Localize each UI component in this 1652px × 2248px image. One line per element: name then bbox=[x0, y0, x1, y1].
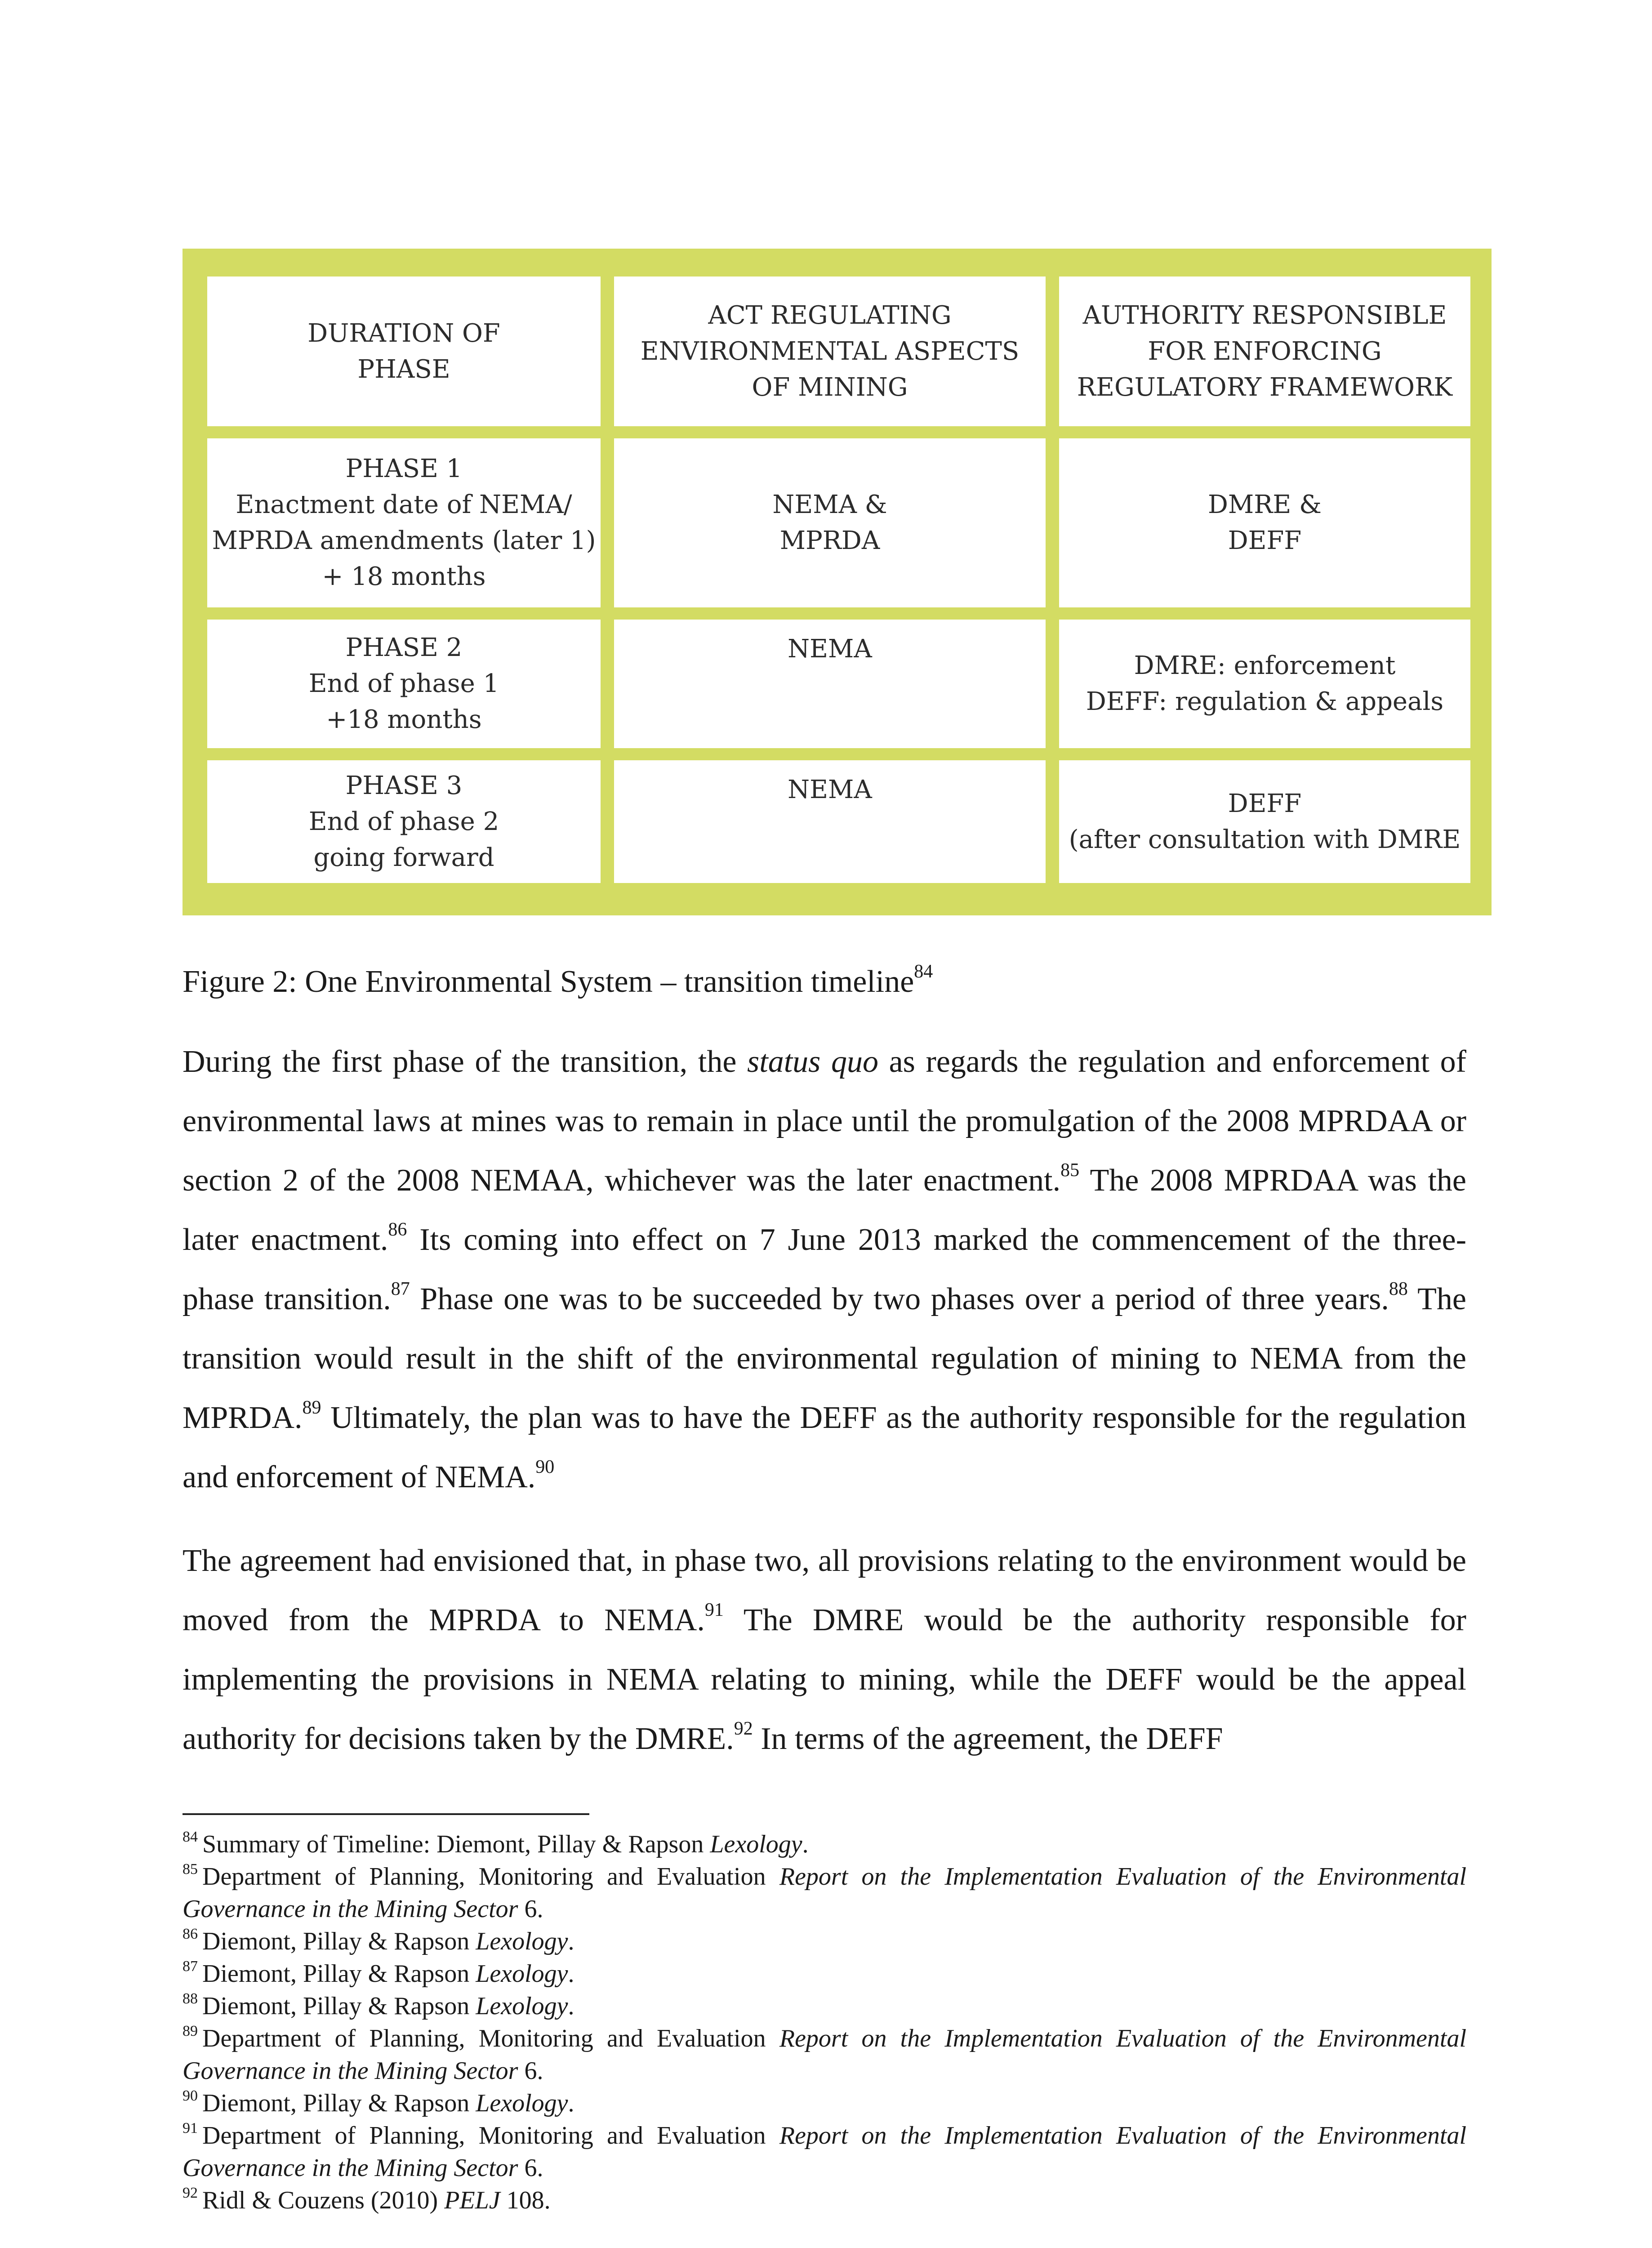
para-2-text: The agreement had envisioned that, in phase two, all provisions relating to the environment would be moved from the MPRDA to NEMA. bbox=[183, 1543, 1466, 1637]
para-1-text: Ultimately, the plan was to have the DEFF as the authority responsible for the regulation and enforcement of NEMA. bbox=[183, 1401, 1466, 1494]
caption-text: Figure 2: One Environmental System – transition timeline bbox=[183, 964, 914, 999]
footnote-text: Department of Planning, Monitoring and Evaluation bbox=[202, 1863, 779, 1891]
footnote-text: Department of Planning, Monitoring and Evaluation bbox=[202, 2025, 779, 2052]
footnote-number: 84 bbox=[183, 1829, 198, 1846]
footnotes bbox=[183, 1828, 1466, 2217]
para-1-text: as regards the regulation and enforcement of environmental laws at mines was to remain in place until the promulgation of the 2008 MPRDAA or section 2 of the 2008 NEMAA, whichever was the later enactment. bbox=[183, 1044, 1466, 1198]
phase-2-duration: PHASE 2 End of phase 1 +18 months bbox=[207, 620, 601, 748]
footnote-text: Diemont, Pillay & Rapson bbox=[202, 1960, 476, 1988]
footnote-ref-89[interactable]: 89 bbox=[302, 1397, 321, 1418]
footnote-ref-85[interactable]: 85 bbox=[1060, 1160, 1080, 1181]
body-paragraph-1 bbox=[183, 1032, 1466, 1507]
footnote-ref-84[interactable]: 84 bbox=[914, 961, 933, 982]
phase-2-act: NEMA bbox=[614, 620, 1046, 748]
phase-1-duration: PHASE 1 Enactment date of NEMA/ MPRDA amendments (later 1) + 18 months bbox=[207, 438, 601, 607]
footnote-91 bbox=[183, 2119, 1466, 2184]
para-1-text: Phase one was to be succeeded by two phases over a period of three years. bbox=[410, 1282, 1389, 1316]
footnote-suffix: 6. bbox=[518, 1895, 543, 1923]
footnote-suffix: . bbox=[568, 1992, 574, 2020]
footnote-title: Lexology bbox=[710, 1830, 802, 1858]
footnote-suffix: . bbox=[802, 1830, 809, 1858]
para-2-text: In terms of the agreement, the DEFF bbox=[753, 1722, 1223, 1756]
para-1-text: During the first phase of the transition, the bbox=[183, 1044, 748, 1079]
para-1-text: The 2008 MPRDAA was the later enactment. bbox=[183, 1163, 1466, 1257]
phase-1-authority: DMRE & DEFF bbox=[1059, 438, 1470, 607]
footnote-suffix: . bbox=[568, 1960, 574, 1988]
footnote-divider bbox=[183, 1813, 589, 1815]
phase-3-act: NEMA bbox=[614, 760, 1046, 883]
footnote-number: 90 bbox=[183, 2087, 198, 2105]
footnote-title: PELJ bbox=[444, 2186, 500, 2214]
footnote-title: Lexology bbox=[476, 1992, 568, 2020]
footnote-ref-88[interactable]: 88 bbox=[1389, 1278, 1408, 1299]
footnote-suffix: 6. bbox=[518, 2057, 543, 2085]
para-1-italic: status quo bbox=[747, 1044, 878, 1079]
footnote-number: 85 bbox=[183, 1861, 198, 1878]
footnote-title: Lexology bbox=[476, 2089, 568, 2117]
footnote-text: Ridl & Couzens (2010) bbox=[202, 2186, 445, 2214]
footnote-suffix: 6. bbox=[518, 2154, 543, 2182]
footnote-title: Report on the Implementation Evaluation of the Environmental Governance in the Mining Sector bbox=[183, 2025, 1467, 2085]
footnote-suffix: . bbox=[568, 2089, 574, 2117]
footnote-number: 88 bbox=[183, 1990, 198, 2007]
footnote-text: Diemont, Pillay & Rapson bbox=[202, 1927, 476, 1955]
footnote-suffix: 108. bbox=[500, 2186, 551, 2214]
footnote-title: Lexology bbox=[476, 1960, 568, 1988]
footnote-87 bbox=[183, 1958, 1466, 1990]
footnote-number: 91 bbox=[183, 2120, 198, 2137]
footnote-ref-92[interactable]: 92 bbox=[734, 1718, 753, 1739]
transition-timeline-figure bbox=[183, 249, 1492, 915]
footnote-text: Diemont, Pillay & Rapson bbox=[202, 2089, 476, 2117]
phase-2-authority: DMRE: enforcement DEFF: regulation & appeals bbox=[1059, 620, 1470, 748]
footnote-90 bbox=[183, 2087, 1466, 2119]
header-act-regulating: ACT REGULATING ENVIRONMENTAL ASPECTS OF MINING bbox=[614, 277, 1046, 426]
phase-3-authority: DEFF (after consultation with DMRE bbox=[1059, 760, 1470, 883]
footnote-title: Report on the Implementation Evaluation of the Environmental Governance in the Mining Sector bbox=[183, 2122, 1467, 2182]
body-paragraph-2 bbox=[183, 1531, 1466, 1769]
footnote-number: 86 bbox=[183, 1926, 198, 1943]
footnote-text: Department of Planning, Monitoring and Evaluation bbox=[202, 2122, 779, 2150]
footnote-ref-87[interactable]: 87 bbox=[391, 1278, 410, 1299]
footnote-number: 87 bbox=[183, 1958, 198, 1975]
para-1-text: Its coming into effect on 7 June 2013 marked the commencement of the three-phase transition. bbox=[183, 1222, 1467, 1316]
footnote-85 bbox=[183, 1860, 1466, 1925]
footnote-86 bbox=[183, 1925, 1466, 1958]
header-authority-responsible: AUTHORITY RESPONSIBLE FOR ENFORCING REGULATORY FRAMEWORK bbox=[1059, 277, 1470, 426]
footnote-text: Summary of Timeline: Diemont, Pillay & Rapson bbox=[202, 1830, 710, 1858]
header-duration-of-phase: DURATION OF PHASE bbox=[207, 277, 601, 426]
footnote-title: Lexology bbox=[476, 1927, 568, 1955]
footnote-suffix: . bbox=[568, 1927, 574, 1955]
footnote-ref-90[interactable]: 90 bbox=[535, 1456, 555, 1477]
footnote-88 bbox=[183, 1990, 1466, 2022]
footnote-number: 89 bbox=[183, 2023, 198, 2040]
footnote-84 bbox=[183, 1828, 1466, 1860]
para-2-text: The DMRE would be the authority responsible for implementing the provisions in NEMA relating to mining, while the DEFF would be the appeal authority for decisions taken by the DMRE. bbox=[183, 1603, 1466, 1756]
footnote-92 bbox=[183, 2184, 1466, 2217]
footnote-title: Report on the Implementation Evaluation of the Environmental Governance in the Mining Sector bbox=[183, 1863, 1467, 1923]
phase-1-act: NEMA & MPRDA bbox=[614, 438, 1046, 607]
para-1-text: The transition would result in the shift of the environmental regulation of mining to NEMA from the MPRDA. bbox=[183, 1282, 1466, 1435]
figure-caption bbox=[183, 952, 933, 1012]
footnote-ref-86[interactable]: 86 bbox=[388, 1219, 407, 1240]
phase-3-duration: PHASE 3 End of phase 2 going forward bbox=[207, 760, 601, 883]
footnote-89 bbox=[183, 2022, 1466, 2087]
footnote-text: Diemont, Pillay & Rapson bbox=[202, 1992, 476, 2020]
footnote-ref-91[interactable]: 91 bbox=[704, 1599, 724, 1620]
footnote-number: 92 bbox=[183, 2185, 198, 2202]
